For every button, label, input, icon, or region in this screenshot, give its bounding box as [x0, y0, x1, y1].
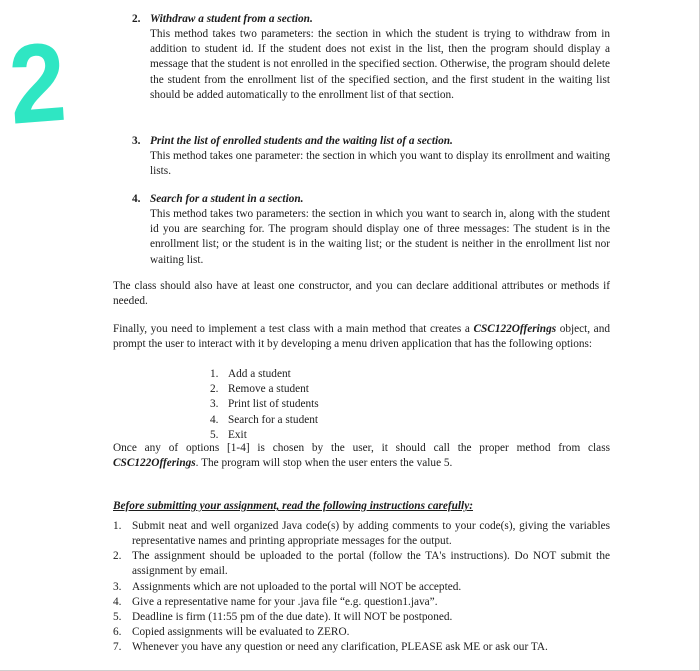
instruction-item: Give a representative name for your .java file “e.g. question1.java”.	[132, 596, 438, 608]
class-name: CSC122Offerings	[113, 457, 196, 470]
method-number: 3.	[132, 135, 141, 147]
instruction-item: Assignments which are not uploaded to the portal will NOT be accepted.	[132, 581, 462, 593]
instruction-item: Copied assignments will be evaluated to ZERO.	[132, 626, 350, 638]
menu-option: 5. Exit	[210, 428, 247, 441]
menu-option: 3. Print list of students	[210, 398, 319, 411]
instruction-item: The assignment should be uploaded to the portal (follow the TA's instructions). Do NOT submit the assignment by email.	[132, 550, 610, 578]
instruction-number: 3.	[113, 581, 122, 593]
method-description: This method takes two parameters: the section in which you want to search in, along with the student id you are searching for. The program should display one of three messages: The student is in the enrollment list; or the student is in the waiting list; or the student is neither in the enrollment list nor waiting list.	[150, 208, 610, 266]
instruction-number: 1.	[113, 520, 122, 532]
instruction-item: Submit neat and well organized Java code(s) by adding comments to your code(s), giving the variables representative names and printing appropriate messages for the output.	[132, 520, 610, 548]
method-description: This method takes two parameters: the section in which the student is trying to withdraw from in addition to student id. If the student does not exist in the list, then the program should display a message that the student is not enrolled in the specified section. Otherwise, the program should delete the student from the enrollment list of the specified section, and the first student in the waiting list should be added automatically to the enrollment list of that section.	[150, 28, 610, 101]
instruction-number: 7.	[113, 641, 122, 653]
menu-behavior-paragraph	[113, 441, 610, 471]
method-title: Search for a student in a section.	[150, 193, 304, 205]
menu-option: 2. Remove a student	[210, 383, 309, 396]
instruction-number: 4.	[113, 596, 122, 608]
method-title: Withdraw a student from a section.	[150, 13, 313, 25]
constructor-paragraph: The class should also have at least one constructor, and you can declare additional attributes or methods if needed.	[113, 280, 610, 308]
instruction-number: 2.	[113, 550, 122, 562]
instruction-number: 5.	[113, 611, 122, 623]
handwritten-number-annotation: 2	[5, 18, 70, 148]
instruction-item: Deadline is firm (11:55 pm of the due date). It will NOT be postponed.	[132, 611, 453, 623]
menu-option: 4. Search for a student	[210, 413, 319, 426]
text-run: Finally, you need to implement a test class with a main method that creates a	[113, 323, 474, 335]
instruction-item: Whenever you have any question or need any clarification, PLEASE ask ME or ask our TA.	[132, 641, 548, 653]
menu-options-list	[210, 367, 319, 443]
instruction-number: 6.	[113, 626, 122, 638]
text-run: . The program will stop when the user enters the value 5.	[195, 457, 453, 470]
instructions-heading: Before submitting your assignment, read the following instructions carefully:	[113, 500, 473, 512]
method-number: 4.	[132, 193, 141, 205]
method-title: Print the list of enrolled students and the waiting list of a section.	[150, 135, 453, 147]
test-class-paragraph	[113, 322, 610, 352]
text-run: object, and prompt the user to interact with it by developing a menu driven application that has the following options:	[113, 323, 610, 351]
menu-option: 1. Add a student	[210, 368, 291, 380]
method-number: 2.	[132, 13, 141, 25]
class-name: CSC122Offerings	[473, 323, 557, 335]
text-run: Once any of options [1-4] is chosen by the user, it should call the proper method from class	[113, 442, 610, 454]
method-description: This method takes one parameter: the section in which you want to display its enrollment and waiting lists.	[150, 150, 610, 178]
